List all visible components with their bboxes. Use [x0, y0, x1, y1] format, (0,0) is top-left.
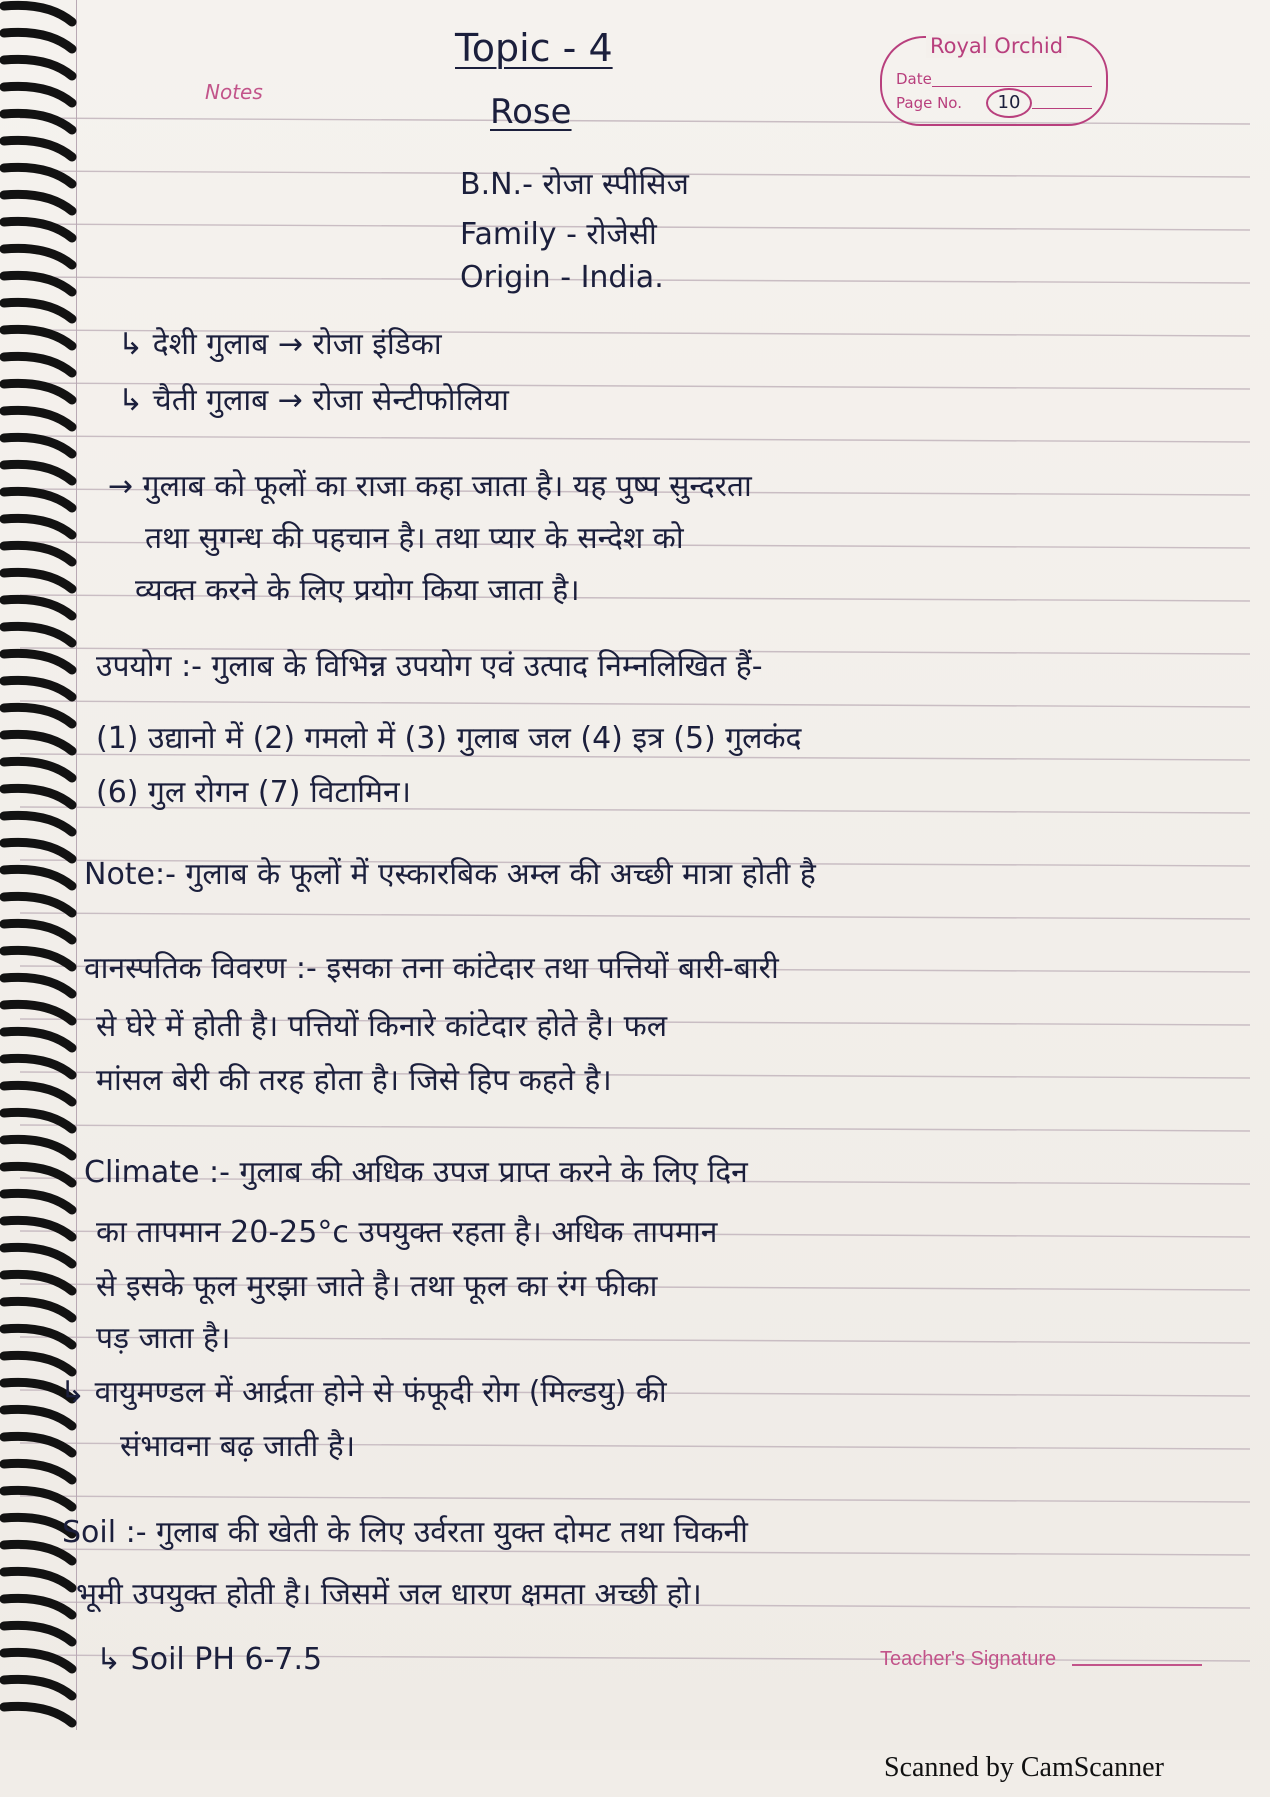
spiral-ring	[4, 626, 72, 643]
spiral-ring	[4, 302, 72, 319]
ruled-line	[20, 1496, 1250, 1502]
spiral-ring	[4, 869, 72, 886]
spiral-binding	[0, 0, 90, 1750]
spiral-ring	[4, 977, 72, 994]
spiral-ring	[4, 1490, 72, 1507]
spiral-ring	[4, 815, 72, 832]
spiral-ring	[4, 734, 72, 751]
scanner-watermark: Scanned by CamScanner	[884, 1752, 1164, 1783]
spiral-ring	[4, 842, 72, 859]
spiral-ring	[4, 896, 72, 913]
spiral-ring	[4, 1652, 72, 1669]
spiral-ring	[4, 518, 72, 535]
note-line: मांसल बेरी की तरह होता है। जिसे हिप कहते है।	[96, 1063, 612, 1098]
spiral-ring	[4, 1409, 72, 1426]
spiral-ring	[4, 1463, 72, 1480]
spiral-ring	[4, 707, 72, 724]
spiral-ring	[4, 59, 72, 76]
spiral-ring	[4, 464, 72, 481]
spiral-ring	[4, 383, 72, 400]
spiral-ring	[4, 1679, 72, 1696]
spiral-ring	[4, 1166, 72, 1183]
spiral-ring	[4, 329, 72, 346]
spiral-ring	[4, 1112, 72, 1129]
note-line: ↳ चैती गुलाब → रोजा सेन्टीफोलिया	[118, 383, 509, 418]
spiral-ring	[4, 32, 72, 49]
note-line: B.N.- रोजा स्पीसिज	[460, 167, 689, 202]
spiral-ring	[4, 194, 72, 211]
page-stamp	[880, 36, 1108, 126]
spiral-ring	[4, 1220, 72, 1237]
spiral-ring	[4, 1571, 72, 1588]
stamp-date-label: Date	[896, 70, 932, 88]
note-line: Climate :- गुलाब की अधिक उपज प्राप्त करने के लिए दिन	[84, 1155, 748, 1190]
note-line: उपयोग :- गुलाब के विभिन्न उपयोग एवं उत्पाद निम्नलिखित हैं-	[96, 649, 763, 684]
note-line: Soil :- गुलाब की खेती के लिए उर्वरता युक्त दोमट तथा चिकनी	[62, 1515, 748, 1550]
teacher-signature-label: Teacher's Signature	[880, 1648, 1057, 1670]
spiral-ring	[4, 140, 72, 157]
spiral-ring	[4, 437, 72, 454]
note-line: से इसके फूल मुरझा जाते है। तथा फूल का रंग फीका	[96, 1269, 658, 1304]
note-line: ↳ Soil PH 6-7.5	[96, 1642, 323, 1677]
spiral-ring	[4, 221, 72, 238]
note-line: का तापमान 20-25°c उपयुक्त रहता है। अधिक तापमान	[96, 1215, 718, 1250]
stamp-page-line	[1032, 108, 1092, 109]
spiral-ring	[4, 1436, 72, 1453]
note-line: तथा सुगन्ध की पहचान है। तथा प्यार के सन्देश को	[145, 521, 684, 556]
spiral-ring	[4, 1328, 72, 1345]
ruled-line	[20, 913, 1250, 919]
note-line: ↳ वायुमण्डल में आर्द्रता होने से फंफूदी रोग (मिल्डयु) की	[60, 1375, 667, 1410]
stamp-page-number: 10	[986, 88, 1032, 118]
spiral-ring	[4, 788, 72, 805]
spiral-ring	[4, 761, 72, 778]
notes-label: Notes	[205, 80, 263, 104]
ruled-line	[20, 701, 1250, 707]
spiral-ring	[4, 410, 72, 427]
spiral-ring	[4, 950, 72, 967]
topic-heading: Topic - 4	[455, 26, 613, 70]
note-line: Family - रोजेसी	[460, 217, 657, 252]
spiral-ring	[4, 248, 72, 265]
note-line: पड़ जाता है।	[96, 1321, 231, 1356]
spiral-ring	[4, 1625, 72, 1642]
ruled-line	[20, 436, 1250, 442]
spiral-ring	[4, 653, 72, 670]
spiral-ring	[4, 275, 72, 292]
note-line: से घेरे में होती है। पत्तियों किनारे कांटेदार होते है। फल	[96, 1009, 668, 1044]
note-line: → गुलाब को फूलों का राजा कहा जाता है। यह पुष्प सुन्दरता	[108, 469, 752, 504]
stamp-date-line	[932, 86, 1092, 87]
spiral-ring	[4, 599, 72, 616]
spiral-ring	[4, 356, 72, 373]
spiral-ring	[4, 1004, 72, 1021]
teacher-signature-line	[1072, 1664, 1202, 1666]
note-line: संभावना बढ़ जाती है।	[120, 1429, 356, 1464]
note-line: Note:- गुलाब के फूलों में एस्कारबिक अम्ल की अच्छी मात्रा होती है	[84, 857, 816, 892]
note-line: Origin - India.	[460, 260, 664, 295]
spiral-ring	[4, 1139, 72, 1156]
spiral-ring	[4, 1706, 72, 1723]
note-line: भूमी उपयुक्त होती है। जिसमें जल धारण क्षमता अच्छी हो।	[76, 1577, 702, 1612]
spiral-ring	[4, 1058, 72, 1075]
stamp-page-label: Page No.	[896, 94, 962, 112]
spiral-ring	[4, 167, 72, 184]
note-line: ↳ देशी गुलाब → रोजा इंडिका	[118, 327, 442, 362]
spiral-ring	[4, 113, 72, 130]
note-line: (1) उद्यानो में (2) गमलो में (3) गुलाब जल (4) इत्र (5) गुलकंद	[96, 721, 802, 756]
stamp-brand: Royal Orchid	[926, 34, 1067, 58]
spiral-ring	[4, 1247, 72, 1264]
spiral-ring	[4, 545, 72, 562]
spiral-ring	[4, 86, 72, 103]
note-line: व्यक्त करने के लिए प्रयोग किया जाता है।	[135, 573, 580, 608]
spiral-ring	[4, 572, 72, 589]
spiral-ring	[4, 1085, 72, 1102]
spiral-ring	[4, 491, 72, 508]
spiral-ring	[4, 5, 72, 22]
spiral-ring	[4, 1301, 72, 1318]
spiral-ring	[4, 1598, 72, 1615]
subject-heading: Rose	[490, 92, 572, 132]
spiral-ring	[4, 1274, 72, 1291]
ruled-line	[20, 1125, 1250, 1131]
note-line: वानस्पतिक विवरण :- इसका तना कांटेदार तथा पत्तियों बारी-बारी	[84, 951, 779, 986]
spiral-ring	[4, 1031, 72, 1048]
spiral-ring	[4, 680, 72, 697]
spiral-ring	[4, 923, 72, 940]
note-line: (6) गुल रोगन (7) विटामिन।	[96, 775, 412, 810]
spiral-ring	[4, 1193, 72, 1210]
